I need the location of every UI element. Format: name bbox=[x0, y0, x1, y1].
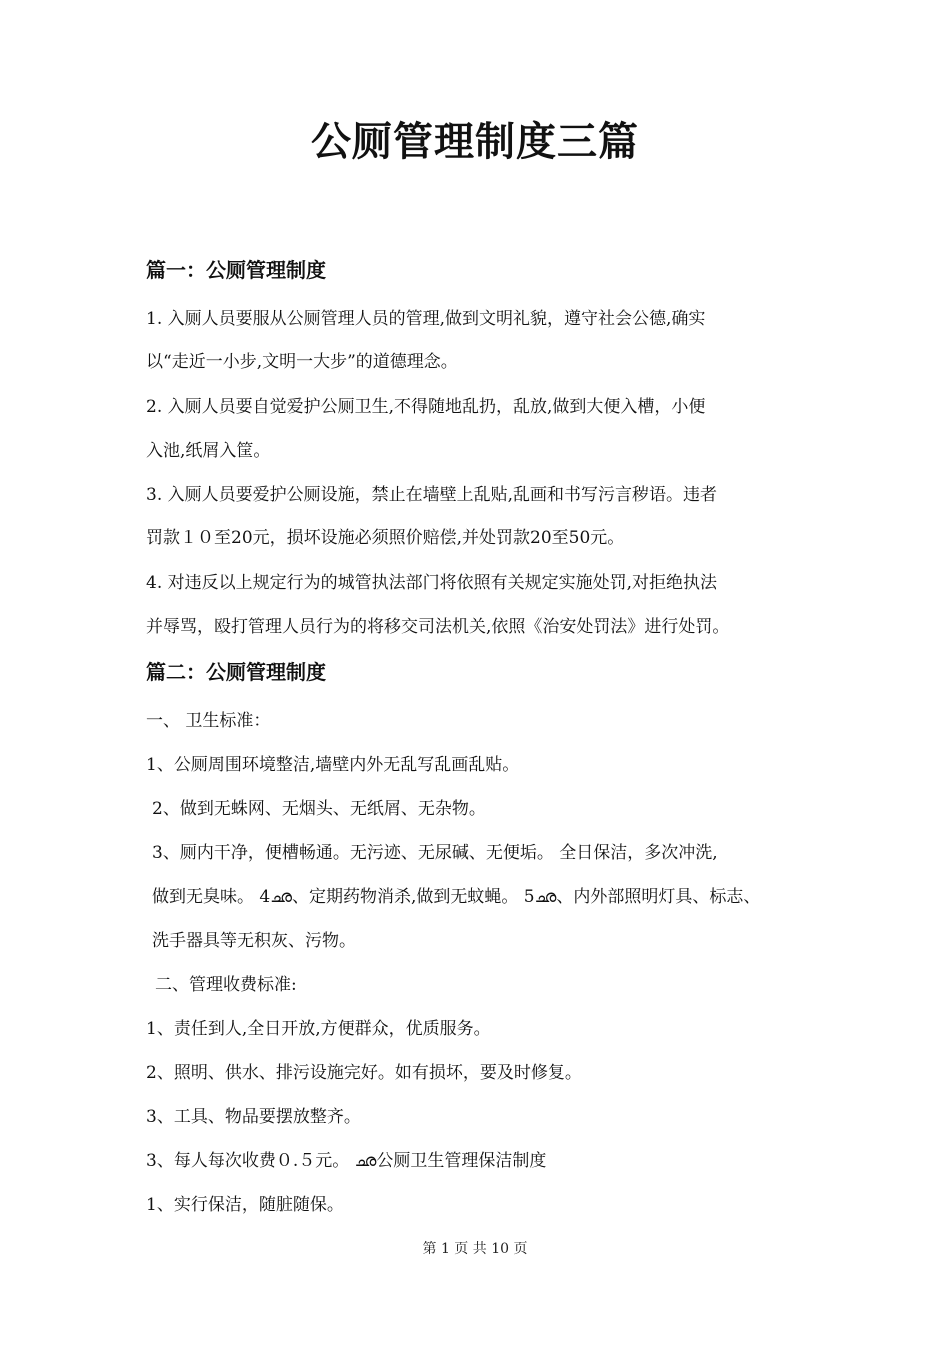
section-heading: 篇一：公厕管理制度 bbox=[146, 258, 326, 282]
paragraph-line: 2、做到无蛛网、无烟头、无纸屑、无杂物。 bbox=[152, 799, 486, 819]
paragraph-line: 洗手器具等无积灰、污物。 bbox=[152, 931, 356, 951]
paragraph-line: 3、厕内干净，便槽畅通。无污迹、无尿碱、无便垢。 全日保洁，多次冲洗, bbox=[152, 843, 718, 863]
paragraph-line: 入池,纸屑入筐。 bbox=[146, 441, 271, 461]
page-footer: 第 1 页 共 10 页 bbox=[422, 1241, 528, 1257]
paragraph-line: 3、每人每次收费０.５元。 ഛ公厕卫生管理保洁制度 bbox=[146, 1151, 547, 1171]
paragraph-line: 二、管理收费标准: bbox=[155, 975, 297, 995]
paragraph-line: 一、 卫生标准： bbox=[146, 711, 271, 731]
paragraph-line: 1、公厕周围环境整洁,墙壁内外无乱写乱画乱贴。 bbox=[146, 755, 520, 775]
paragraph-line: 罚款１０至20元，损坏设施必须照价赔偿,并处罚款20至50元。 bbox=[146, 528, 625, 548]
section-heading: 篇二：公厕管理制度 bbox=[146, 660, 326, 684]
page-title: 公厕管理制度三篇 bbox=[311, 119, 639, 165]
paragraph-line: 1、责任到人,全日开放,方便群众，优质服务。 bbox=[146, 1019, 491, 1039]
paragraph-line: 以“走近一小步,文明一大步”的道德理念。 bbox=[146, 352, 458, 372]
paragraph-line: 2、照明、供水、排污设施完好。如有损坏，要及时修复。 bbox=[146, 1063, 582, 1083]
paragraph-line: 2. 入厕人员要自觉爱护公厕卫生,不得随地乱扔，乱放,做到大便入槽，小便 bbox=[146, 397, 706, 417]
paragraph-line: 3. 入厕人员要爱护公厕设施，禁止在墙壁上乱贴,乱画和书写污言秽语。违者 bbox=[146, 485, 718, 505]
paragraph-line: 做到无臭味。 4ഛ、定期药物消杀,做到无蚊蝇。 5ഛ、内外部照明灯具、标志、 bbox=[152, 887, 761, 907]
paragraph-line: 并辱骂，殴打管理人员行为的将移交司法机关,依照《治安处罚法》进行处罚。 bbox=[146, 617, 730, 637]
paragraph-line: 1. 入厕人员要服从公厕管理人员的管理,做到文明礼貌，遵守社会公德,确实 bbox=[146, 309, 706, 329]
paragraph-line: 3、工具、物品要摆放整齐。 bbox=[146, 1107, 361, 1127]
paragraph-line: 1、实行保洁，随脏随保。 bbox=[146, 1195, 344, 1215]
paragraph-line: 4. 对违反以上规定行为的城管执法部门将依照有关规定实施处罚,对拒绝执法 bbox=[146, 573, 718, 593]
